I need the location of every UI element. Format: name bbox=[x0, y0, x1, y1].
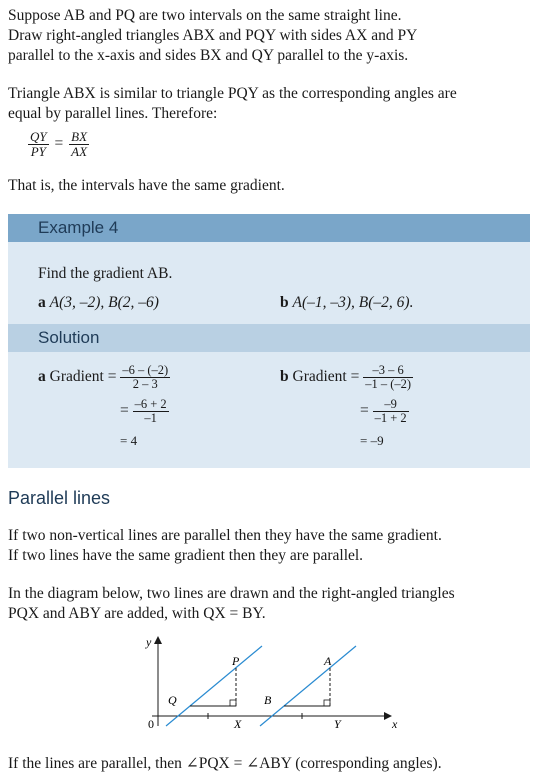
solution-b-line-1 bbox=[280, 364, 413, 391]
parallel-rule-line-2: If two lines have the same gradient then they are parallel. bbox=[8, 547, 364, 564]
solution-b-f1-denominator: –1 – (–2) bbox=[365, 377, 412, 391]
point-x-label: X bbox=[234, 717, 242, 731]
solution-b-line-2 bbox=[360, 398, 409, 425]
right-angle-y bbox=[324, 700, 330, 706]
example-part-a bbox=[38, 293, 159, 313]
intro-line-2: Draw right-angled triangles ABX and PQY with sides AX and PY bbox=[8, 27, 418, 44]
y-axis-arrow bbox=[154, 636, 162, 644]
solution-b-gradient-label: Gradient = bbox=[292, 368, 360, 386]
diagram-intro-line-2: PQX and ABY are added, with QX = BY. bbox=[8, 605, 266, 622]
solution-b-fraction-2 bbox=[373, 398, 409, 425]
solution-a-line-1 bbox=[38, 364, 170, 391]
conclusion-text: That is, the intervals have the same gradient. bbox=[8, 177, 285, 194]
section-title-parallel-lines: Parallel lines bbox=[8, 488, 111, 508]
point-b-label: B bbox=[264, 693, 272, 707]
solution-b-f2-numerator: –9 bbox=[373, 398, 409, 412]
solution-a-f1-numerator: –6 – (–2) bbox=[122, 363, 169, 377]
ratio-right-denominator: AX bbox=[71, 144, 88, 159]
right-angle-x bbox=[230, 700, 236, 706]
ratio-right-numerator: BX bbox=[71, 129, 88, 144]
solution-a-f2-denominator: –1 bbox=[144, 411, 157, 425]
part-a-label: a bbox=[38, 294, 46, 311]
line-ab bbox=[260, 646, 356, 726]
solution-b-f2-denominator: –1 + 2 bbox=[374, 411, 407, 425]
x-axis-arrow bbox=[384, 712, 392, 720]
solution-title: Solution bbox=[38, 328, 100, 347]
part-b-text: A(–1, –3), B(–2, 6). bbox=[292, 294, 414, 311]
y-axis-label: y bbox=[146, 635, 152, 649]
solution-a-fraction-1 bbox=[120, 364, 170, 391]
diagram-intro-line-1: In the diagram below, two lines are drawn and the right-angled triangles bbox=[8, 585, 455, 602]
solution-a-gradient-label: Gradient = bbox=[49, 368, 117, 386]
part-b-label: b bbox=[280, 294, 289, 311]
example-title: Example 4 bbox=[38, 218, 119, 237]
point-a-label: A bbox=[324, 654, 332, 668]
point-p-label: P bbox=[232, 654, 240, 668]
x-axis-label: x bbox=[392, 717, 398, 731]
solution-a-fraction-2 bbox=[133, 398, 169, 425]
solution-b-f1-numerator: –3 – 6 bbox=[363, 364, 413, 378]
solution-a-equals: = bbox=[120, 402, 129, 420]
parallel-lines-diagram bbox=[130, 630, 420, 740]
solution-b-equals: = bbox=[360, 402, 369, 420]
origin-label: 0 bbox=[148, 717, 154, 731]
solution-a-f1-denominator: 2 – 3 bbox=[132, 377, 158, 391]
solution-b-result: = –9 bbox=[360, 433, 384, 448]
solution-a-line-2 bbox=[120, 398, 169, 425]
ratio-left-fraction bbox=[28, 130, 49, 159]
ratio-equals: = bbox=[54, 135, 64, 153]
line-pq bbox=[166, 646, 262, 726]
example-question: Find the gradient AB. bbox=[38, 265, 173, 282]
ratio-right-fraction bbox=[69, 130, 89, 159]
solution-b-label: b bbox=[280, 368, 289, 386]
ratio-left-numerator: QY bbox=[30, 129, 47, 144]
solution-a-label: a bbox=[38, 368, 46, 386]
similar-line-1: Triangle ABX is similar to triangle PQY as the corresponding angles are bbox=[8, 85, 457, 102]
similar-line-2: equal by parallel lines. Therefore: bbox=[8, 105, 218, 122]
final-statement: If the lines are parallel, then ∠PQX = ∠ABY (corresponding angles). bbox=[8, 755, 442, 772]
solution-a-f2-numerator: –6 + 2 bbox=[134, 397, 167, 411]
parallel-rule-line-1: If two non-vertical lines are parallel then they have the same gradient. bbox=[8, 527, 442, 544]
ratio-left-denominator: PY bbox=[30, 144, 46, 159]
solution-b-fraction-1 bbox=[363, 364, 413, 391]
point-y-label: Y bbox=[334, 717, 341, 731]
example-part-b bbox=[280, 293, 413, 313]
intro-line-1: Suppose AB and PQ are two intervals on the same straight line. bbox=[8, 7, 402, 24]
intro-line-3: parallel to the x-axis and sides BX and QY parallel to the y-axis. bbox=[8, 47, 409, 64]
ratio-equation bbox=[28, 130, 89, 159]
point-q-label: Q bbox=[168, 693, 177, 707]
part-a-text: A(3, –2), B(2, –6) bbox=[49, 294, 159, 311]
solution-a-result: = 4 bbox=[120, 433, 138, 448]
